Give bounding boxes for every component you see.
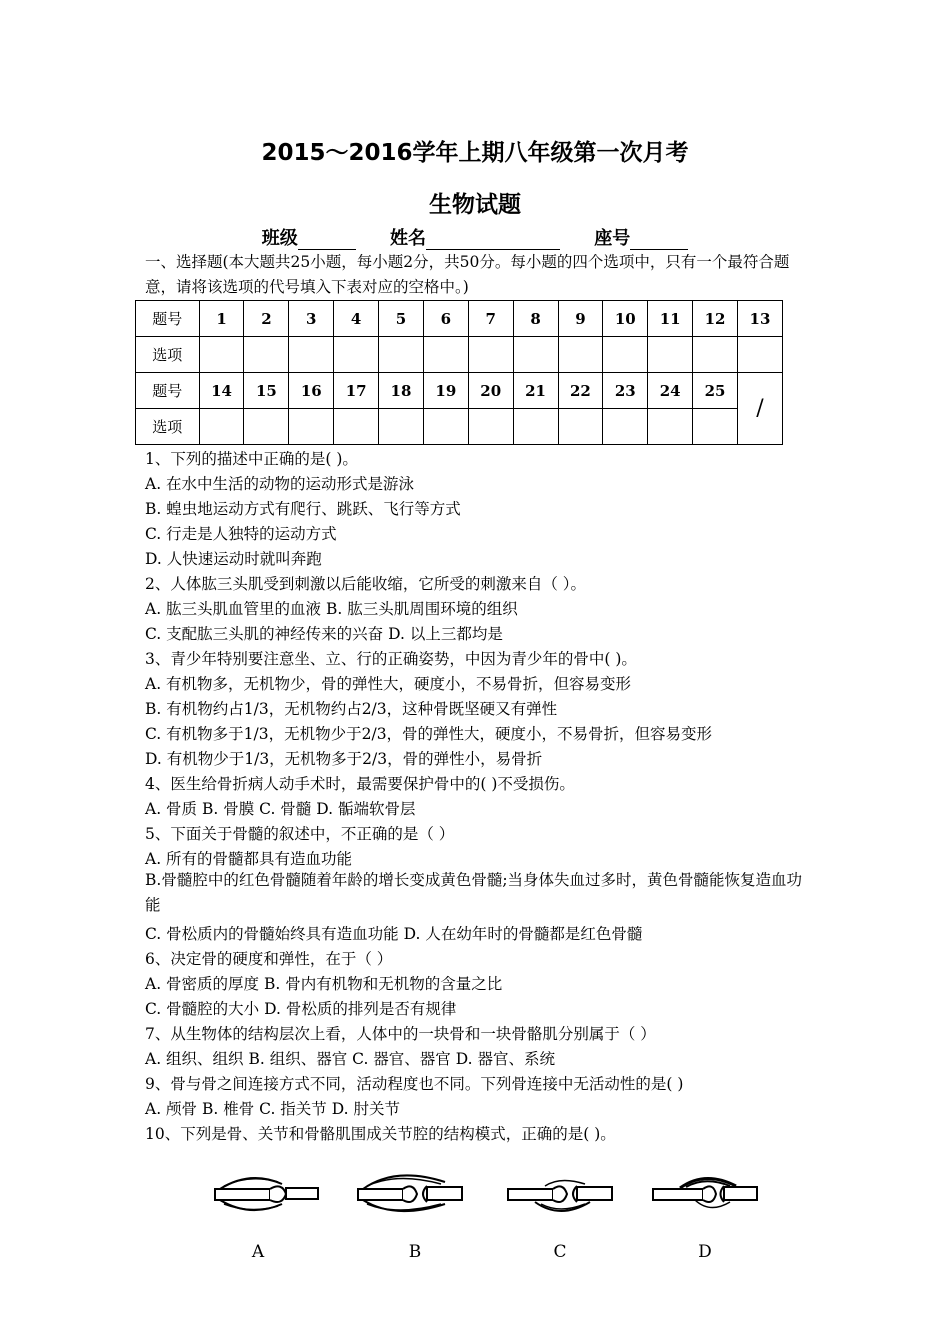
question-number: 4	[334, 301, 379, 337]
question-number: 17	[334, 373, 379, 409]
question-number: 20	[468, 373, 513, 409]
table-row	[136, 373, 783, 409]
question-number: 24	[648, 373, 693, 409]
question-number: 15	[244, 373, 289, 409]
row-label: 选项	[136, 409, 200, 445]
answer-cell[interactable]	[468, 409, 513, 445]
option-line: B. 有机物约占1/3，无机物约占2/3，这种骨既坚硬又有弹性	[145, 700, 558, 718]
joint-figure-d	[650, 1162, 770, 1272]
joint-diagrams	[210, 1162, 770, 1272]
option-line: A. 组织、组织 B. 组织、器官 C. 器官、器官 D. 器官、系统	[145, 1050, 555, 1068]
answer-cell[interactable]	[468, 337, 513, 373]
question-number: 3	[289, 301, 334, 337]
option-line: A. 骨质 B. 骨膜 C. 骨髓 D. 骺端软骨层	[145, 800, 416, 818]
answer-cell[interactable]	[513, 337, 558, 373]
option-line: A. 颅骨 B. 椎骨 C. 指关节 D. 肘关节	[145, 1100, 400, 1118]
answer-cell[interactable]	[199, 337, 244, 373]
joint-figure-a	[210, 1162, 330, 1272]
question-2: 2、人体肱三头肌受到刺激以后能收缩，它所受的刺激来自（ ）。	[145, 575, 587, 593]
answer-cell[interactable]	[379, 337, 424, 373]
answer-cell[interactable]	[244, 337, 289, 373]
option-line: B.骨髓腔中的红色骨髓随着年龄的增长变成黄色骨髓;当身体失血过多时，黄色骨髓能恢复造血功能	[145, 871, 803, 914]
seat-field: 座号	[594, 228, 688, 249]
question-4: 4、医生给骨折病人动手术时，最需要保护骨中的( )不受损伤。	[145, 775, 575, 793]
answer-cell[interactable]	[737, 337, 782, 373]
question-number: 9	[558, 301, 603, 337]
answer-cell[interactable]	[244, 409, 289, 445]
answer-cell[interactable]	[558, 337, 603, 373]
question-number: 12	[693, 301, 738, 337]
page-title: 2015～2016学年上期八年级第一次月考	[261, 140, 689, 166]
answer-cell[interactable]	[423, 337, 468, 373]
question-number: 25	[693, 373, 738, 409]
answer-cell[interactable]	[334, 409, 379, 445]
question-number: 7	[468, 301, 513, 337]
answer-cell[interactable]	[513, 409, 558, 445]
answer-cell[interactable]	[693, 337, 738, 373]
slash-cell: /	[737, 373, 782, 445]
question-number: 6	[423, 301, 468, 337]
joint-diagram-d	[650, 1162, 760, 1222]
option-line: C. 有机物多于1/3，无机物少于2/3，骨的弹性大，硬度小，不易骨折，但容易变形	[145, 725, 713, 743]
option-line: A. 肱三头肌血管里的血液 B. 肱三头肌周围环境的组织	[145, 600, 518, 618]
question-9: 9、骨与骨之间连接方式不同，活动程度也不同。下列骨连接中无活动性的是( )	[145, 1075, 684, 1093]
question-number: 19	[423, 373, 468, 409]
name-field: 姓名	[390, 228, 560, 249]
figure-label: D	[698, 1242, 712, 1262]
option-line: D. 人快速运动时就叫奔跑	[145, 550, 322, 568]
class-field: 班级	[262, 228, 356, 249]
question-6: 6、决定骨的硬度和弹性，在于（ ）	[145, 950, 393, 968]
answer-table	[135, 300, 783, 445]
answer-cell[interactable]	[603, 337, 648, 373]
table-row	[136, 337, 783, 373]
joint-diagram-a	[210, 1162, 320, 1222]
question-number: 23	[603, 373, 648, 409]
answer-cell[interactable]	[289, 337, 334, 373]
question-number: 11	[648, 301, 693, 337]
option-line: B. 蝗虫地运动方式有爬行、跳跃、飞行等方式	[145, 500, 461, 518]
option-line: A. 有机物多，无机物少，骨的弹性大，硬度小，不易骨折，但容易变形	[145, 675, 632, 693]
row-label: 题号	[136, 301, 200, 337]
option-line: A. 在水中生活的动物的运动形式是游泳	[145, 475, 415, 493]
answer-cell[interactable]	[423, 409, 468, 445]
option-line: D. 有机物少于1/3，无机物多于2/3，骨的弹性小，易骨折	[145, 750, 543, 768]
figure-label: A	[251, 1242, 265, 1262]
joint-diagram-c	[505, 1162, 615, 1222]
question-3: 3、青少年特别要注意坐、立、行的正确姿势，中因为青少年的骨中( )。	[145, 650, 637, 668]
option-line: A. 骨密质的厚度 B. 骨内有机物和无机物的含量之比	[145, 975, 503, 993]
joint-figure-b	[355, 1162, 475, 1272]
question-5: 5、下面关于骨髓的叙述中，不正确的是（ ）	[145, 825, 455, 843]
table-row	[136, 409, 783, 445]
question-number: 14	[199, 373, 244, 409]
figure-label: C	[553, 1242, 567, 1262]
question-7: 7、从生物体的结构层次上看，人体中的一块骨和一块骨骼肌分别属于（ ）	[145, 1025, 656, 1043]
page-subtitle: 生物试题	[429, 192, 521, 218]
answer-cell[interactable]	[648, 409, 693, 445]
answer-cell[interactable]	[199, 409, 244, 445]
option-line: C. 支配肱三头肌的神经传来的兴奋 D. 以上三都均是	[145, 625, 503, 643]
answer-cell[interactable]	[289, 409, 334, 445]
row-label: 题号	[136, 373, 200, 409]
question-number: 10	[603, 301, 648, 337]
question-number: 22	[558, 373, 603, 409]
question-number: 21	[513, 373, 558, 409]
student-info-line	[0, 224, 950, 250]
answer-cell[interactable]	[558, 409, 603, 445]
option-line: C. 行走是人独特的运动方式	[145, 525, 337, 543]
question-10: 10、下列是骨、关节和骨骼肌围成关节腔的结构模式，正确的是( )。	[145, 1125, 616, 1143]
joint-figure-c	[505, 1162, 625, 1272]
question-number: 2	[244, 301, 289, 337]
table-row	[136, 301, 783, 337]
question-1: 1、下列的描述中正确的是( )。	[145, 450, 358, 468]
answer-cell[interactable]	[334, 337, 379, 373]
joint-diagram-b	[355, 1162, 465, 1222]
question-number: 8	[513, 301, 558, 337]
answer-cell[interactable]	[693, 409, 738, 445]
answer-cell[interactable]	[603, 409, 648, 445]
question-number: 1	[199, 301, 244, 337]
answer-cell[interactable]	[648, 337, 693, 373]
option-line: C. 骨髓腔的大小 D. 骨松质的排列是否有规律	[145, 1000, 457, 1018]
option-line: C. 骨松质内的骨髓始终具有造血功能 D. 人在幼年时的骨髓都是红色骨髓	[145, 925, 643, 943]
question-number: 13	[737, 301, 782, 337]
figure-label: B	[408, 1242, 422, 1262]
row-label: 选项	[136, 337, 200, 373]
answer-cell[interactable]	[379, 409, 424, 445]
question-number: 18	[379, 373, 424, 409]
question-number: 5	[379, 301, 424, 337]
option-line: A. 所有的骨髓都具有造血功能	[145, 850, 353, 868]
question-number: 16	[289, 373, 334, 409]
section-instructions: 一、选择题(本大题共25小题，每小题2分，共50分。每小题的四个选项中，只有一个最符合题意，请将该选项的代号填入下表对应的空格中。)	[145, 253, 790, 296]
